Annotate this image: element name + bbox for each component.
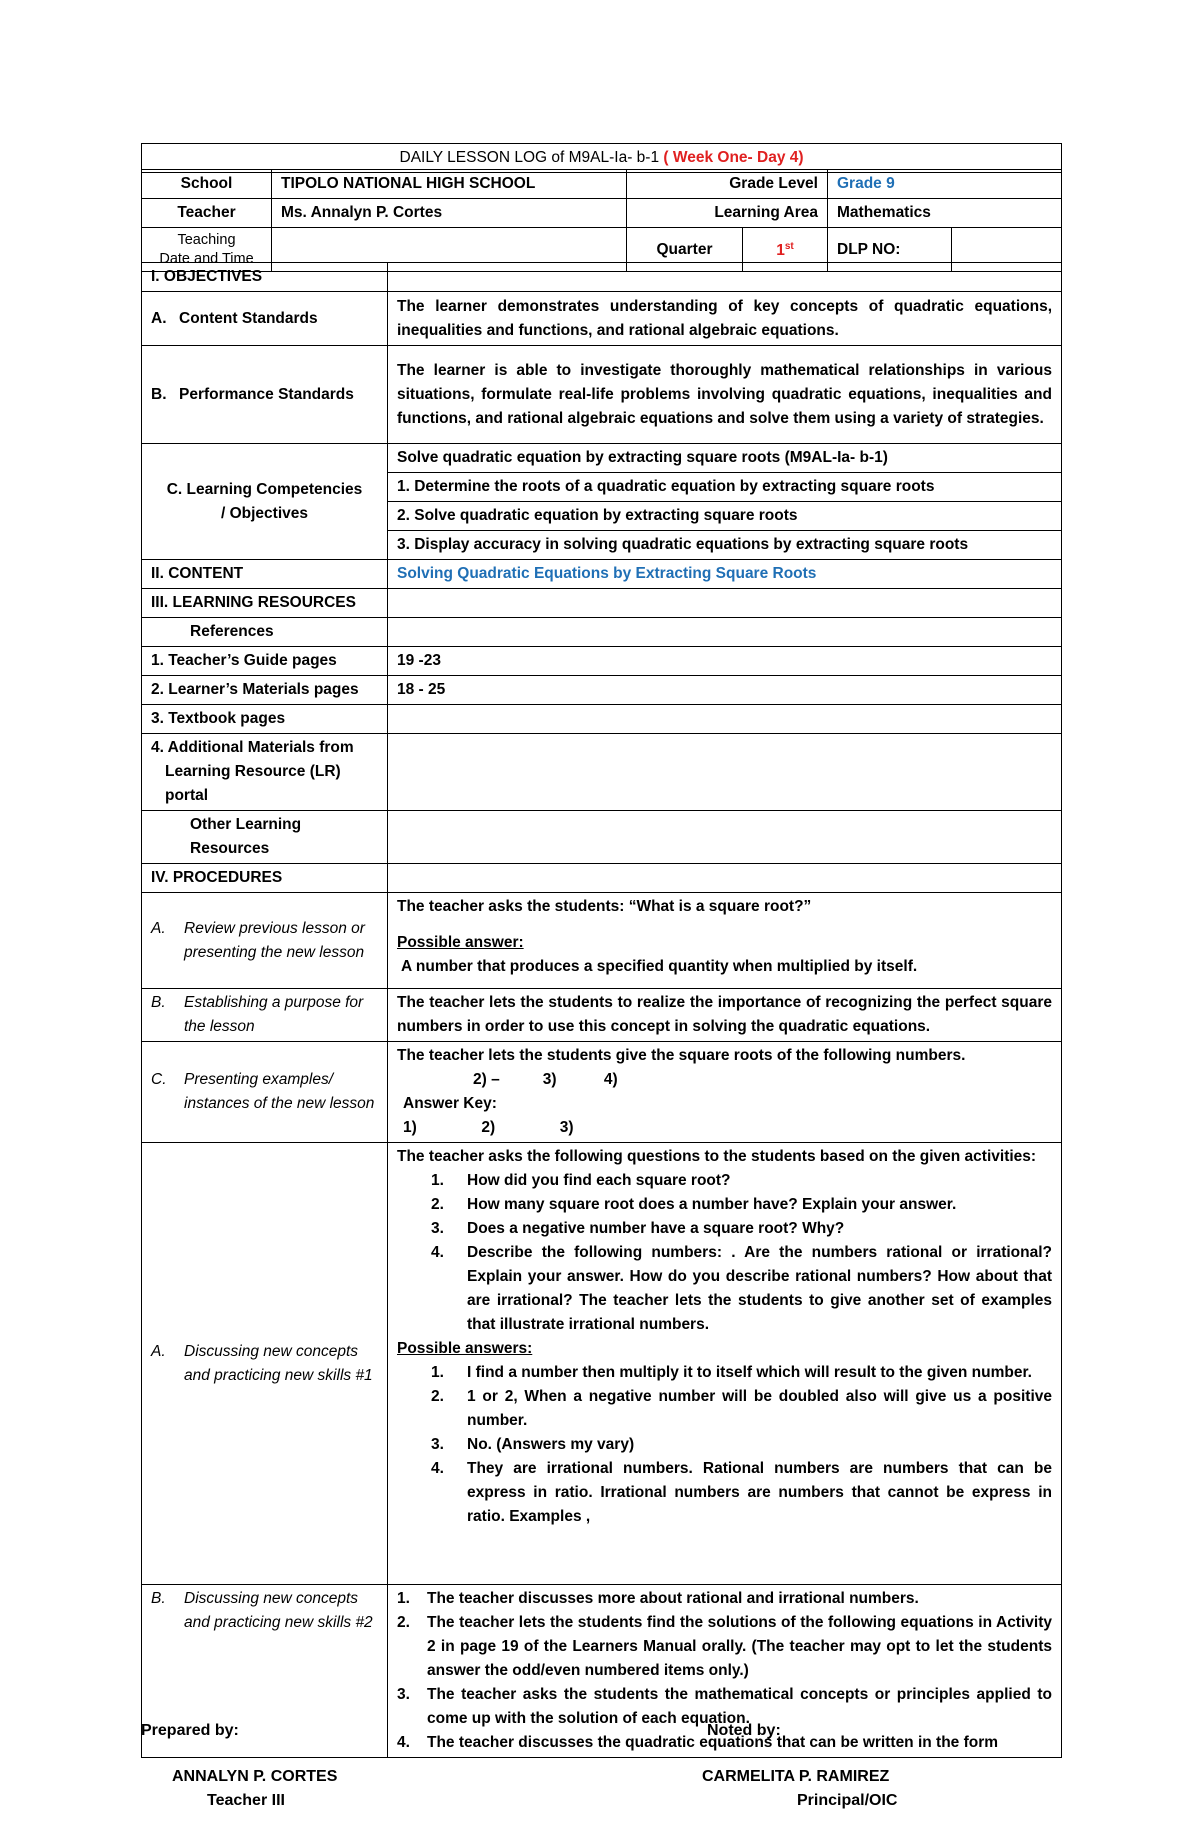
discuss1-answers bbox=[397, 1361, 1052, 1529]
additional-label: 4. Additional Materials from Learning Resource (LR) portal bbox=[142, 734, 388, 811]
competency-main: Solve quadratic equation by extracting square roots (M9AL-Ia- b-1) bbox=[388, 444, 1062, 473]
review-label: A. Review previous lesson or presenting the new lesson bbox=[142, 893, 388, 989]
list-item: 2. The teacher lets the students find the solutions of the following equations in Activity 2 in page 19 of the Learners Manual orally. (The teacher may opt to let the students answer the odd/even numbered items only.) bbox=[397, 1614, 1052, 1679]
discuss1-possible-label: Possible answers: bbox=[397, 1340, 533, 1357]
lm-value: 18 - 25 bbox=[388, 676, 1062, 705]
prepared-name: ANNALYN P. CORTES bbox=[172, 1768, 338, 1785]
header-table bbox=[141, 169, 1062, 272]
competency-item-1: 1. Determine the roots of a quadratic equation by extracting square roots bbox=[388, 473, 1062, 502]
content-standards-text: The learner demonstrates understanding of key concepts of quadratic equations, inequalities and functions, and rational algebraic equations. bbox=[388, 292, 1062, 346]
presenting-label: C. Presenting examples/ instances of the new lesson bbox=[142, 1042, 388, 1143]
quarter-label: Quarter bbox=[627, 228, 743, 272]
grade-value: Grade 9 bbox=[828, 170, 1062, 199]
presenting-items: 2) – 3) 4) bbox=[473, 1071, 618, 1088]
tg-value: 19 -23 bbox=[388, 647, 1062, 676]
grade-label: Grade Level bbox=[627, 170, 828, 199]
list-item: 2. 1 or 2, When a negative number will be doubled also will give us a positive number. bbox=[431, 1388, 1052, 1429]
list-item: 1. I find a number then multiply it to itself which will result to the given number. bbox=[431, 1364, 1032, 1381]
teacher-label: Teacher bbox=[142, 199, 272, 228]
content-heading: II. CONTENT bbox=[142, 560, 388, 589]
body-table bbox=[141, 262, 1062, 1758]
discuss1-cell bbox=[388, 1143, 1062, 1585]
presenting-cell bbox=[388, 1042, 1062, 1143]
objectives-heading: I. OBJECTIVES bbox=[142, 263, 388, 292]
review-possible-label: Possible answer: bbox=[397, 934, 524, 951]
discuss1-questions bbox=[397, 1169, 1052, 1337]
date-label-line1: Teaching bbox=[177, 231, 236, 248]
title-text: DAILY LESSON LOG of M9AL-Ia- b-1 bbox=[399, 149, 664, 166]
review-answer: A number that produces a specified quantity when multiplied by itself. bbox=[401, 958, 918, 975]
area-label: Learning Area bbox=[627, 199, 828, 228]
performance-standards-label: B. Performance Standards bbox=[142, 346, 388, 444]
list-item: 4. The teacher discusses the quadratic equations that can be written in the form bbox=[397, 1734, 999, 1751]
dlp-label: DLP NO: bbox=[828, 228, 952, 272]
purpose-label: B. Establishing a purpose for the lesson bbox=[142, 989, 388, 1042]
review-question: The teacher asks the students: “What is a square root?” bbox=[397, 898, 812, 915]
resources-heading: III. LEARNING RESOURCES bbox=[142, 589, 388, 618]
other-resources-label: Other Learning Resources bbox=[142, 811, 388, 864]
content-value: Solving Quadratic Equations by Extracting Square Roots bbox=[388, 560, 1062, 589]
area-value: Mathematics bbox=[828, 199, 1062, 228]
school-label: School bbox=[142, 170, 272, 199]
list-item: 4. Describe the following numbers: . Are the numbers rational or irrational? Explain your answer. How do you describe rational numbers? How about that are irrational? The teacher lets the students to give another set of examples that illustrate irrational numbers. bbox=[431, 1244, 1052, 1333]
purpose-text: The teacher lets the students to realize the importance of recognizing the perfect square numbers in order to use this concept in solving the quadratic equations. bbox=[388, 989, 1062, 1042]
presenting-text: The teacher lets the students give the square roots of the following numbers. bbox=[397, 1047, 966, 1064]
answer-key-items: 1) 2) 3) bbox=[403, 1119, 574, 1136]
noted-name: CARMELITA P. RAMIREZ bbox=[702, 1768, 890, 1785]
answer-key-label: Answer Key: bbox=[403, 1095, 497, 1112]
performance-standards-text: The learner is able to investigate thoroughly mathematical relationships in various situations, formulate real-life problems involving quadratic equations, inequalities and functions, and rational algebraic equations and solve them using a variety of strategies. bbox=[388, 346, 1062, 444]
list-item: 2. How many square root does a number have? Explain your answer. bbox=[431, 1196, 957, 1213]
list-item: 1. The teacher discusses more about rational and irrational numbers. bbox=[397, 1590, 919, 1607]
competencies-label: C. Learning Competencies / Objectives bbox=[142, 444, 388, 560]
review-cell bbox=[388, 893, 1062, 989]
quarter-value: 1st bbox=[743, 228, 828, 272]
discuss1-label: A. Discussing new concepts and practicing new skills #1 bbox=[142, 1143, 388, 1585]
teacher-value: Ms. Annalyn P. Cortes bbox=[272, 199, 627, 228]
list-item: 1. How did you find each square root? bbox=[431, 1172, 731, 1189]
date-label-line2: Date and Time bbox=[159, 250, 254, 267]
title-week: ( Week One- Day 4) bbox=[663, 149, 804, 166]
discuss1-intro: The teacher asks the following questions to the students based on the given activities: bbox=[397, 1148, 1037, 1165]
prepared-title: Teacher III bbox=[207, 1792, 285, 1809]
references-label: References bbox=[142, 618, 388, 647]
discuss2-label: B. Discussing new concepts and practicing new skills #2 bbox=[142, 1585, 388, 1758]
competency-item-3: 3. Display accuracy in solving quadratic equations by extracting square roots bbox=[388, 531, 1062, 560]
list-item: 4. They are irrational numbers. Rational numbers are numbers that can be express in ratio. Irrational numbers are numbers that cannot be express in ratio. Examples , bbox=[431, 1460, 1052, 1525]
procedures-heading: IV. PROCEDURES bbox=[142, 864, 388, 893]
textbook-label: 3. Textbook pages bbox=[142, 705, 388, 734]
list-item: 3. Does a negative number have a square root? Why? bbox=[431, 1220, 845, 1237]
prepared-label: Prepared by: bbox=[141, 1722, 239, 1739]
noted-title: Principal/OIC bbox=[797, 1792, 898, 1809]
list-item: 3. No. (Answers my vary) bbox=[431, 1436, 635, 1453]
lm-label: 2. Learner’s Materials pages bbox=[142, 676, 388, 705]
tg-label: 1. Teacher’s Guide pages bbox=[142, 647, 388, 676]
competency-item-2: 2. Solve quadratic equation by extracting square roots bbox=[388, 502, 1062, 531]
content-standards-label: A. Content Standards bbox=[142, 292, 388, 346]
school-value: TIPOLO NATIONAL HIGH SCHOOL bbox=[272, 170, 627, 199]
list-item: 3. The teacher asks the students the mathematical concepts or principles applied to come up with the solution of each equation. bbox=[397, 1686, 1052, 1727]
noted-label: Noted by: bbox=[707, 1722, 781, 1739]
